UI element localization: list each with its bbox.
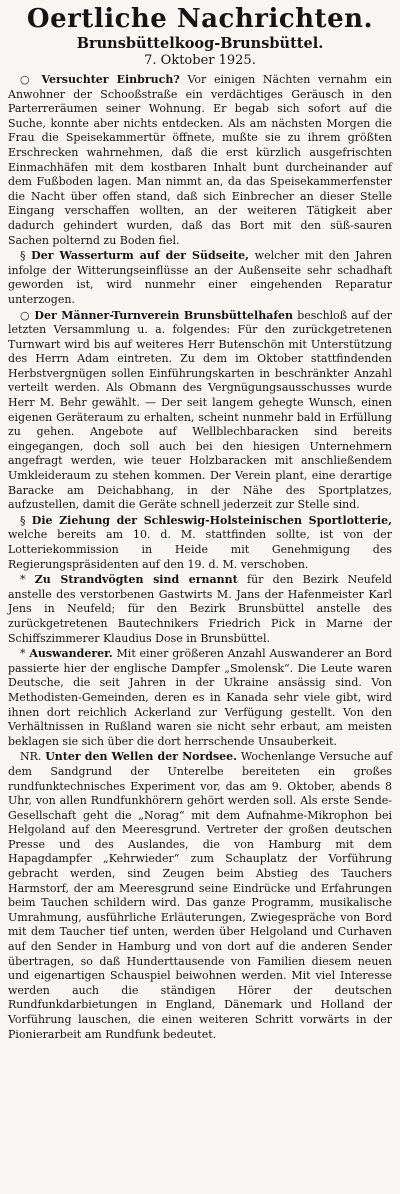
article-strandvoegte — [8, 573, 392, 646]
article-marker: NR. — [20, 750, 42, 764]
article-headline: Zu Strandvögten sind ernannt — [34, 573, 238, 587]
article-marker: § — [20, 513, 26, 527]
article-body: welche bereits am 10. d. M. stattfinden sollte, ist von der Lotteriekommission in Heide mit Genehmigung des Regierungspräsidenten auf den 19. d. M. verschoben. — [8, 528, 392, 571]
article-headline: Die Ziehung der Schleswig-Holsteinischen Sportlotterie, — [31, 513, 392, 527]
article-body: Mit einer größeren Anzahl Auswanderer an Bord passierte hier der englische Dampfer „Smolensk“. Die Leute waren Deutsche, die seit Jahren in der Ukraine ansässig sind. Von Methodisten-Gemeinden, deren es in Kanada sehr viele gibt, wird ihnen dort reichlich Ackerland zur Verfügung gestellt. Von den Verhältnissen in Rußland waren sie nicht sehr erbaut, am meisten beklagen sie sich über die dort herrschende Unsauberkeit. — [8, 647, 393, 748]
article-headline: Versuchter Einbruch? — [41, 73, 180, 86]
article-einbruch — [8, 73, 392, 248]
article-wasserturm — [8, 249, 392, 307]
article-headline: Auswanderer. — [29, 647, 113, 661]
article-body: beschloß auf der letzten Versammlung u. a. folgendes: Für den zurückgetretenen Turnwart wird bis auf weiteres Herr Butenschön mit Unterstützung des Herrn Adam eintreten. Zu dem im Oktober stattfindenden Herbstvergnügen sollen Einführungskarten in beschränkter Anzahl verteilt werden. Als Obmann des Vergnügungsausschusses wurde Herr M. Behr gewählt. — Der seit langem gehegte Wunsch, einen eigenen Geräteraum zu erhalten, scheint nunmehr bald in Erfüllung zu gehen. Angebote auf Wellblechbaracken sind bereits eingegangen, doch soll auch bei den hiesigen Unternehmern angefragt werden, wie teuer Holzbaracken mit anschließendem Umkleideraum zu stehen kommen. Der Verein plant, eine derartige Baracke am Deichabhang, in der Nähe des Sportplatzes, aufzustellen, damit die Geräte schnell jederzeit zur Stelle sind. — [8, 308, 392, 512]
article-headline: Unter den Wellen der Nordsee. — [45, 750, 238, 764]
article-body: für den Bezirk Neufeld anstelle des verstorbenen Gastwirts M. Jans der Hafenmeister Karl Jens in Neufeld; für den Bezirk Brunsbüttel anstelle des zurückgetretenen Bautechnikers Friedrich Pick in Marne der Schiffszimmerer Klaudius Dose in Brunsbüttel. — [8, 573, 393, 645]
article-marker: ○ — [20, 308, 31, 322]
article-headline: Der Wasserturm auf der Südseite, — [31, 249, 249, 263]
issue-date: 7. Oktober 1925. — [144, 53, 256, 68]
article-auswanderer — [8, 647, 392, 749]
article-marker: * — [20, 573, 26, 587]
article-sportlotterie — [8, 514, 392, 572]
article-body: Vor einigen Nächten vernahm ein Anwohner der Schooßstraße ein verdächtiges Geräusch in den Parterreräumen seiner Wohnung. Er begab sich sofort auf die Suche, konnte aber nichts entdecken. Als am nächsten Morgen die Frau die Speisekammertür öffnete, mußte sie zu ihrem größten Erschrecken wahrnehmen, daß die erst kürzlich ausgefrischten Einmachhäfen mit dem kostbaren Inhalt bunt durcheinander auf dem Fußboden lagen. Man nimmt an, da das Speisekammerfenster die Nacht über offen stand, daß sich Einbrecher an dieser Stelle Eingang verschaffen wollten, an der weiteren Tätigkeit aber dadurch gehindert wurden, daß das Bort mit den süß-sauren Sachen polternd zu Boden fiel. — [8, 73, 392, 247]
article-body: welcher mit den Jahren infolge der Witterungseinflüsse an der Außenseite sehr schadhaft geworden ist, wird nunmehr einer eingehenden Reparatur unterzogen. — [8, 249, 393, 306]
article-body: Wochenlange Versuche auf dem Sandgrund der Unterelbe bereiteten ein großes rundfunktechnisches Experiment vor, das am 9. Oktober, abends 8 Uhr, von allen Rundfunkhörern gehört werden soll. Als erste Sende-Gesellschaft geht die „Norag“ mit dem Aufnahme-Mikrophon bei Helgoland auf den Meeresgrund. Vertreter der großen deutschen Presse und des Auslandes, die von Hamburg mit dem Hapagdampfer „Kehrwieder“ zum Schauplatz der Vorführung gebracht werden, sind Zeugen beim Abstieg des Tauchers Harmstorf, der am Meeresgrund seine Eindrücke und Erfahrungen beim Tauchen schildern wird. Das ganze Programm, musikalische Umrahmung, ausführliche Erläuterungen, Zwiegespräche von Bord mit dem Taucher tief unten, werden über Helgoland und Curhaven auf den Sender in Hamburg und von dort auf die anderen Sender übertragen, so daß Hunderttausende von Familien diesem neuen und eigenartigen Schauspiel beiwohnen werden. Mit viel Interesse werden auch die ständigen Hörer der deutschen Rundfunkdarbietungen in England, Dänemark und Holland der Vorführung lauschen, die einen weiteren Schritt vorwärts in der Pionierarbeit am Rundfunk bedeutet. — [8, 750, 393, 1041]
article-marker: § — [20, 249, 26, 263]
section-title: Oertliche Nachrichten. — [26, 4, 374, 34]
article-nordsee — [8, 750, 392, 1042]
article-marker: * — [20, 647, 26, 661]
article-headline: Der Männer-Turnverein Brunsbüttelhafen — [34, 308, 294, 322]
article-marker: ○ — [20, 73, 34, 86]
article-turnverein — [8, 309, 392, 513]
location-subtitle: Brunsbüttelkoog-Brunsbüttel. — [76, 35, 324, 52]
